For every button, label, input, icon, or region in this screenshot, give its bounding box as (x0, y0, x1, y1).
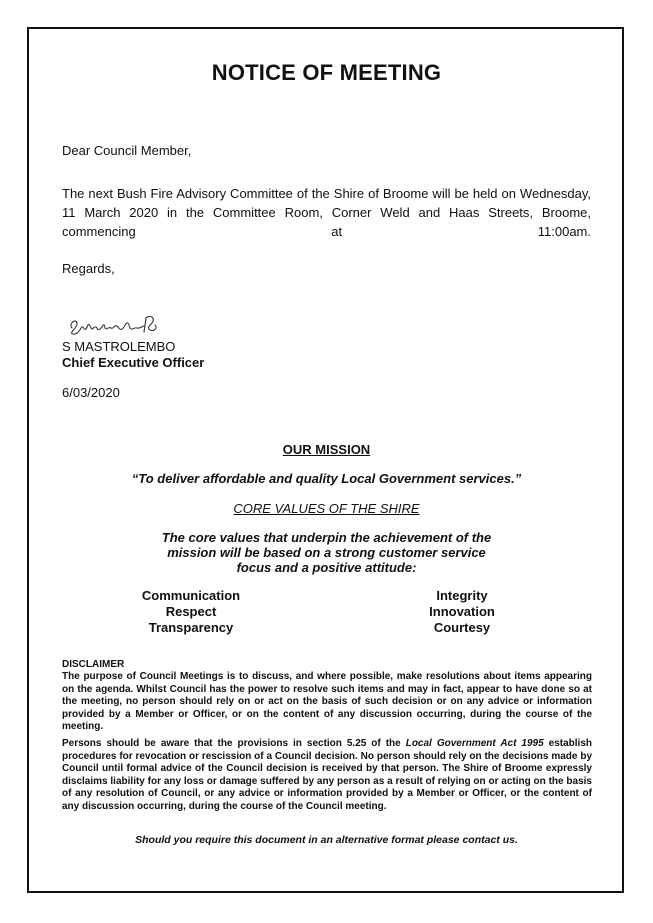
disclaimer-paragraph-2 (62, 738, 592, 813)
value-item: Innovation (429, 604, 495, 619)
act-name: Local Government Act 1995 (405, 738, 544, 749)
core-values-right (392, 588, 532, 636)
value-item: Respect (165, 604, 217, 619)
signatory-name: S MASTROLEMBO (62, 339, 176, 354)
core-values-heading: CORE VALUES OF THE SHIRE (233, 501, 420, 516)
core-values-line: focus and a positive attitude: (236, 560, 417, 575)
value-item: Courtesy (433, 620, 491, 635)
disclaimer-text: Persons should be aware that the provisions in section 5.25 of the (62, 738, 406, 749)
page-title: NOTICE OF MEETING (211, 60, 442, 85)
value-item: Integrity (436, 588, 488, 603)
mission-heading: OUR MISSION (282, 442, 371, 457)
core-values-line: The core values that underpin the achievement of the (161, 530, 492, 545)
value-item: Communication (141, 588, 241, 603)
disclaimer-heading: DISCLAIMER (62, 659, 125, 670)
regards: Regards, (62, 261, 115, 276)
disclaimer-paragraph-1: The purpose of Council Meetings is to discuss, and where possible, make resolutions about items appearing on the agenda. Whilst Council has the power to resolve such items and may in fact, appear to have done so at the meeting, no person should rely on or act on the basis of such decision or on any advice or information provided by a Member or Officer, or on the content of any discussion occurring, during the course of the meeting. (62, 671, 592, 732)
value-item: Transparency (148, 620, 234, 635)
disclaimer-text: establish procedures for revocation or rescission of a Council decision. No person should rely on the decisions made by Council until formal advice of the Council decision is received by that person. The Shire of Broome expressly disclaims liability for any loss or damage suffered by any person as a result of relying on or acting on the basis of any resolution of Council, or any advice or information provided by a Member or Officer, or the content of any discussion occurring, during the course of the Council meeting. (62, 738, 593, 812)
document-date: 6/03/2020 (62, 385, 120, 400)
signatory-position: Chief Executive Officer (62, 355, 205, 370)
meeting-details: The next Bush Fire Advisory Committee of the Shire of Broome will be held on Wednesday, 11 March 2020 in the Committee Room, Corner Weld and Haas Streets, Broome, commencing at 11:00am. (62, 186, 591, 239)
core-values-left (121, 588, 261, 636)
mission-statement: “To deliver affordable and quality Local Government services.” (131, 471, 522, 486)
salutation: Dear Council Member, (62, 143, 192, 158)
footer-note: Should you require this document in an alternative format please contact us. (135, 834, 518, 846)
signature-image (64, 306, 164, 340)
core-values-line: mission will be based on a strong customer service (167, 545, 486, 560)
